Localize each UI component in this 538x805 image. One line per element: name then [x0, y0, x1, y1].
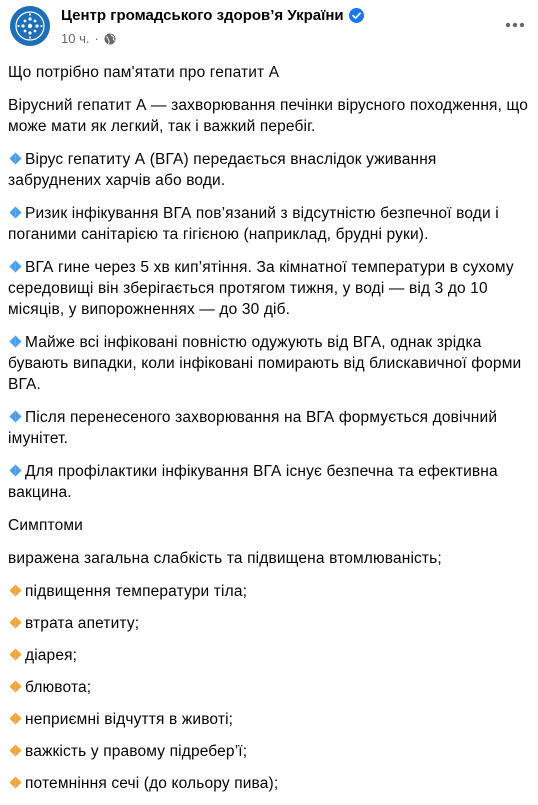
- orange-diamond-icon: [9, 648, 22, 661]
- post-header: [0, 0, 538, 56]
- symptom-item: діарея;: [8, 645, 530, 666]
- symptom-item: неприємні відчуття в животі;: [8, 709, 530, 730]
- orange-diamond-icon: [9, 776, 22, 789]
- symptom-item: втрата апетиту;: [8, 613, 530, 634]
- more-options-button[interactable]: [502, 12, 528, 38]
- post-timestamp[interactable]: 10 ч.: [61, 31, 90, 46]
- post-paragraph: Вірусний гепатит А — захворювання печінки вірусного походження, що може мати як легкий, так і важкий перебіг.: [8, 97, 529, 135]
- orange-diamond-icon: [9, 680, 22, 693]
- symptom-item: підвищення температури тіла;: [8, 581, 530, 602]
- fact-item: Вірус гепатиту А (ВГА) передається внаслідок уживання забруднених харчів або води.: [8, 151, 437, 189]
- verified-badge-icon: [349, 8, 364, 23]
- blue-diamond-icon: [9, 410, 22, 423]
- symptom-item: виражена загальна слабкість та підвищена втомлюваність;: [8, 550, 442, 567]
- meta-separator: ·: [94, 31, 99, 46]
- blue-diamond-icon: [9, 464, 22, 477]
- fact-item: Майже всі інфіковані повністю одужують від ВГА, однак зрідка бувають випадки, коли інфіковані помирають від блискавичної форми ВГА.: [8, 334, 522, 393]
- orange-diamond-icon: [9, 584, 22, 597]
- symptom-item: потемніння сечі (до кольору пива);: [8, 773, 530, 794]
- fact-item: ВГА гине через 5 хв кип’ятіння. За кімнатної температури в сухому середовищі він зберігається протягом тижня, у воді — від 3 до 10 місяців, у випорожненнях — до 30 діб.: [8, 259, 514, 318]
- post-title-line: Що потрібно пам'ятати про гепатит А: [8, 64, 280, 81]
- fact-item: Після перенесеного захворювання на ВГА формується довічний імунітет.: [8, 409, 498, 447]
- fact-item: Для профілактики інфікування ВГА існує безпечна та ефективна вакцина.: [8, 463, 498, 501]
- globe-icon[interactable]: [104, 33, 116, 45]
- page-name-link[interactable]: [61, 7, 364, 24]
- blue-diamond-icon: [9, 260, 22, 273]
- page-name-text[interactable]: Центр громадського здоров’я України: [61, 7, 344, 24]
- orange-diamond-icon: [9, 712, 22, 725]
- more-horizontal-icon: [505, 22, 525, 28]
- symptom-item: важкість у правому підребер’ї;: [8, 741, 530, 762]
- post-body: [8, 62, 530, 805]
- page-avatar[interactable]: [10, 6, 50, 46]
- blue-diamond-icon: [9, 152, 22, 165]
- orange-diamond-icon: [9, 744, 22, 757]
- symptom-item: блювота;: [8, 677, 530, 698]
- orange-diamond-icon: [9, 616, 22, 629]
- blue-diamond-icon: [9, 335, 22, 348]
- fact-item: Ризик інфікування ВГА пов’язаний з відсутністю безпечної води і поганими санітарією та гігієною (наприклад, брудні руки).: [8, 205, 499, 243]
- health-center-logo-icon: [10, 6, 50, 46]
- blue-diamond-icon: [9, 206, 22, 219]
- post-meta: [61, 31, 116, 46]
- section-heading-symptoms: Симптоми: [8, 517, 83, 534]
